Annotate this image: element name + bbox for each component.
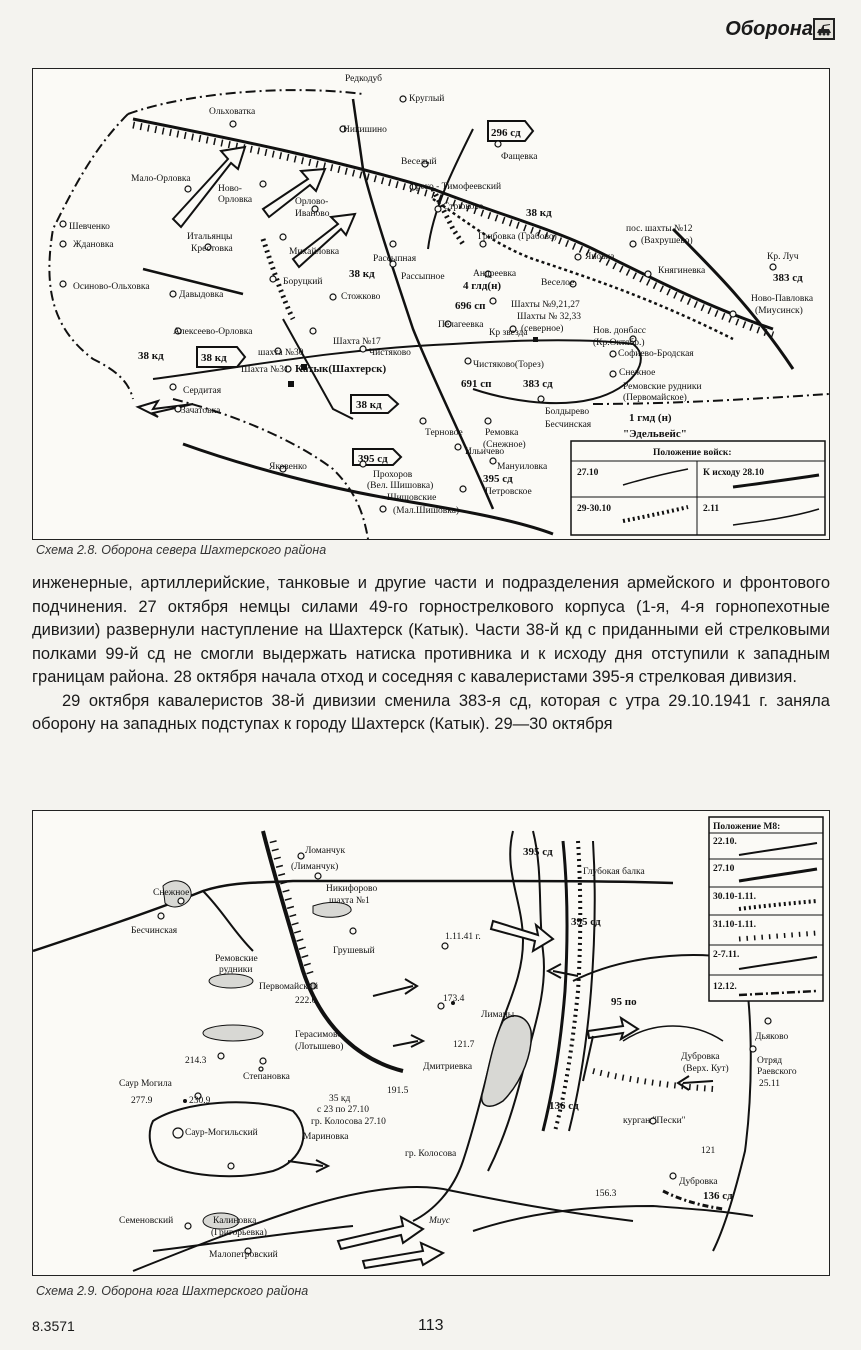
map-label: Малопетровский [209,1250,278,1260]
map-label: 277.9 [131,1096,153,1106]
map-label: 156.3 [595,1189,617,1199]
footer-code: 8.3571 [32,1318,75,1334]
map-label: курган "Пески" [623,1116,686,1126]
map-label: Отряд [757,1056,783,1066]
map-label: 222.0 [295,996,317,1006]
map-label: Дьяково [755,1032,789,1042]
map-label: 173.4 [443,994,465,1004]
map-label: Кр звезда [489,328,528,338]
unit-label: "Эдельвейс" [623,428,687,440]
map-label: Лиманы [481,1010,515,1020]
division-flag-label: 296 сд [491,127,521,139]
map-label: Шахты № 32,33 [517,312,582,322]
map-label: Стожково [341,292,381,302]
map-label: Андреевка [473,269,517,279]
page-number: 113 [418,1317,444,1334]
map-label: (Снежное) [483,440,526,450]
map-label: Дубровка [681,1052,720,1062]
map-label: пос. шахты №12 [626,224,693,234]
figure-caption: Схема 2.9. Оборона юга Шахтерского района [36,1284,309,1298]
map-label: Глубокая балка [583,867,645,877]
map-label: Шевченко [69,222,110,232]
map-south-shakhtersk [32,810,830,1276]
legend-item: 29-30.10 [577,504,612,514]
legend-item: 2.11 [703,504,720,514]
map-label: (Лотышево) [295,1042,344,1052]
legend-item: К исходу 28.10 [703,468,764,478]
unit-label: 38 кд [349,268,375,280]
map-label: 121 [701,1146,716,1156]
map-label: Мариновка [303,1132,349,1142]
map-label: Грушевый [333,946,375,956]
map-label: Итальянцы [187,232,233,242]
map-label: Мало-Орловка [131,174,191,184]
map-label: 25.11 [759,1079,781,1089]
map-label: Ремовские рудники [623,382,702,392]
map-label: Шахты №9,21,27 [511,300,580,310]
map-label: Саур Могила [119,1079,172,1089]
body-text [32,572,830,737]
map-label: Шишовские [387,493,437,503]
map-label: Михайловка [289,247,340,257]
map-label: (Лиманчук) [291,862,339,872]
unit-label: 1 гмд (н) [629,412,672,424]
map-label: Греко - Тимофеевский [411,182,502,192]
map-label: Круглый [409,94,445,104]
map-label: (Григорьевка) [211,1228,267,1238]
map-label: Дмитриевка [423,1062,473,1072]
map-label: Нов. донбасс [593,326,646,336]
map-label: Ново- [218,184,242,194]
map-label: Пелагеевка [438,320,484,330]
map-label: Ольховатка [209,107,256,117]
unit-label: 691 сп [461,378,492,390]
map-label: Стрюково [443,202,484,212]
map-legend [571,441,825,535]
paragraph: инженерные, артиллерийские, танковые и другие части и подразделения армейского и фронтового подчинения. 27 октября немцы силами 49-го горнострелкового корпуса (1-я, 4-я горнопехотные дивизии) развернули наступление на Шахтерск (Катык). Части 38-й кд с приданными ей стрелковыми полками 99-й сд не смогли выдержать натиска противника и к исходу дня отступили к западным границам района. 28 октября начала отход и соседняя с кавалеристами 395-я стрелковая дивизия. [32,574,830,686]
map-label: гр. Колосова [405,1149,457,1159]
map-label: (Вел. Шишовка) [367,481,434,491]
map-label: Бесчинская [131,926,178,936]
unit-label: 136 сд [549,1100,579,1112]
unit-label: 136 сд [703,1190,733,1202]
map-label: Ждановка [73,240,114,250]
map-label: Яковенко [269,462,307,472]
map-label: Ново-Павловка [751,294,814,304]
legend-item: 27.10 [577,468,599,478]
legend-item: 27.10 [713,864,735,874]
map-label: (Первомайское) [623,393,687,403]
map-label: Ильичево [465,447,505,457]
map-label: Зачатовка [181,406,221,416]
map-label: Раевского [757,1067,797,1077]
map-label: Кр. Луч [767,252,799,262]
map-label: Грибовка (Грабово) [478,232,557,242]
map-label: рудники [219,965,253,975]
map-label: Ремовка [485,428,519,438]
tank-icon [813,18,835,40]
map-label: Веселое [541,278,575,288]
map-label: 121.7 [453,1040,475,1050]
map-label: Орлово- [295,197,329,207]
unit-label: 395 сд [483,473,513,485]
map-label: 230.9 [189,1096,211,1106]
map-label: Герасимово [295,1030,343,1040]
map-label: Саур-Могильский [185,1128,258,1138]
unit-label: 383 сд [773,272,803,284]
map-label: Давыдовка [179,290,224,300]
map-label: Княгиневка [658,266,706,276]
map-label: Никишино [343,125,387,135]
unit-label: 38 кд [138,350,164,362]
map-label: Дубровка [679,1177,718,1187]
unit-label: 38 кд [526,207,552,219]
figure-caption: Схема 2.8. Оборона севера Шахтерского района [36,543,327,557]
river-label: Миус [429,1216,451,1226]
map-label: Ремовские [215,954,258,964]
map-label: 191.5 [387,1086,409,1096]
legend-item: 22.10. [713,837,737,847]
map-label: Шахта №17 [333,337,381,347]
map-label: Алексеево-Орловка [173,327,253,337]
map-label: Шахта №31 [241,365,289,375]
map-label: Степановка [243,1072,290,1082]
map-label: Снежное [619,368,656,378]
unit-label: 35 кд [329,1094,351,1104]
unit-label: 4 глд(н) [463,280,502,292]
map-label: Редкодуб [345,74,382,84]
map-label: Семеновский [119,1216,174,1226]
map-label: Яновка [585,252,615,262]
map-label: Катык(Шахтерск) [295,363,387,375]
map-label: Крестовка [191,244,233,254]
legend-item: 2-7.11. [713,950,740,960]
map-label: Петровское [485,487,532,497]
map-label: Прохоров [373,470,413,480]
map-label: (Верх. Кут) [683,1064,729,1074]
map-label: (Вахрушево) [641,236,693,246]
map-label: Софиево-Бродская [618,349,694,359]
map-label: Терновое [425,428,463,438]
map-label: Веселый [401,157,437,167]
legend-title: Положение войск: [653,448,732,458]
unit-label: 696 сп [455,300,486,312]
map-north-shakhtersk [32,68,830,540]
map-north-drawing [33,69,829,539]
map-label: Первомайский [259,982,319,992]
map-label: Бесчинская [545,420,592,430]
map-label: Рассыпная [373,254,417,264]
map-label: Болдырево [545,407,590,417]
unit-label: 95 по [611,996,637,1008]
map-label: (северное) [521,324,564,334]
map-label: 1.11.41 г. [445,932,481,942]
map-label: с 23 по 27.10 [317,1105,370,1115]
map-label: Орловка [218,195,253,205]
map-label: Осиново-Ольховка [73,282,150,292]
division-flag-label: 38 кд [201,352,227,364]
map-label: Мануиловка [497,462,548,472]
map-label: 214.3 [185,1056,207,1066]
map-label: Чистяково [369,348,411,358]
legend-title: Положение М8: [713,822,781,832]
map-label: Фащевка [501,152,538,162]
map-label: (Миусинск) [755,306,803,316]
map-label: шахта №30 [258,348,304,358]
map-label: Ломанчук [305,846,346,856]
map-label: Боруцкий [283,277,323,287]
division-flag-label: 395 сд [358,453,388,465]
running-header-title: Оборона [725,18,813,40]
division-flag-label: 38 кд [356,399,382,411]
map-label: Сердитая [183,386,222,396]
legend-item: 30.10-1.11. [713,892,757,902]
unit-label: 395 сд [571,916,601,928]
map-label: (Кр.Октябр.) [593,338,645,348]
map-label: Калиновка [213,1216,257,1226]
map-label: Никифорово [326,884,378,894]
map-label: Чистяково(Торез) [473,360,544,370]
map-label: Рассыпное [401,272,445,282]
map-label: (Мал.Шишовка) [393,506,460,516]
unit-label: 383 сд [523,378,553,390]
unit-label: 395 сд [523,846,553,858]
map-label: Снежное [153,888,190,898]
paragraph: 29 октября кавалеристов 38-й дивизии сменила 383-я сд, которая с утра 29.10.1941 г. заняла оборону на западных подступах к городу Шахтерск (Катык). 29—30 октября [32,691,830,733]
map-label: гр. Колосова 27.10 [311,1117,386,1127]
map-south-drawing [33,811,829,1275]
map-label: Иваново [295,209,330,219]
map-label: шахта №1 [329,896,370,906]
map-legend [709,817,823,1001]
legend-item: 12.12. [713,982,737,992]
legend-item: 31.10-1.11. [713,920,757,930]
